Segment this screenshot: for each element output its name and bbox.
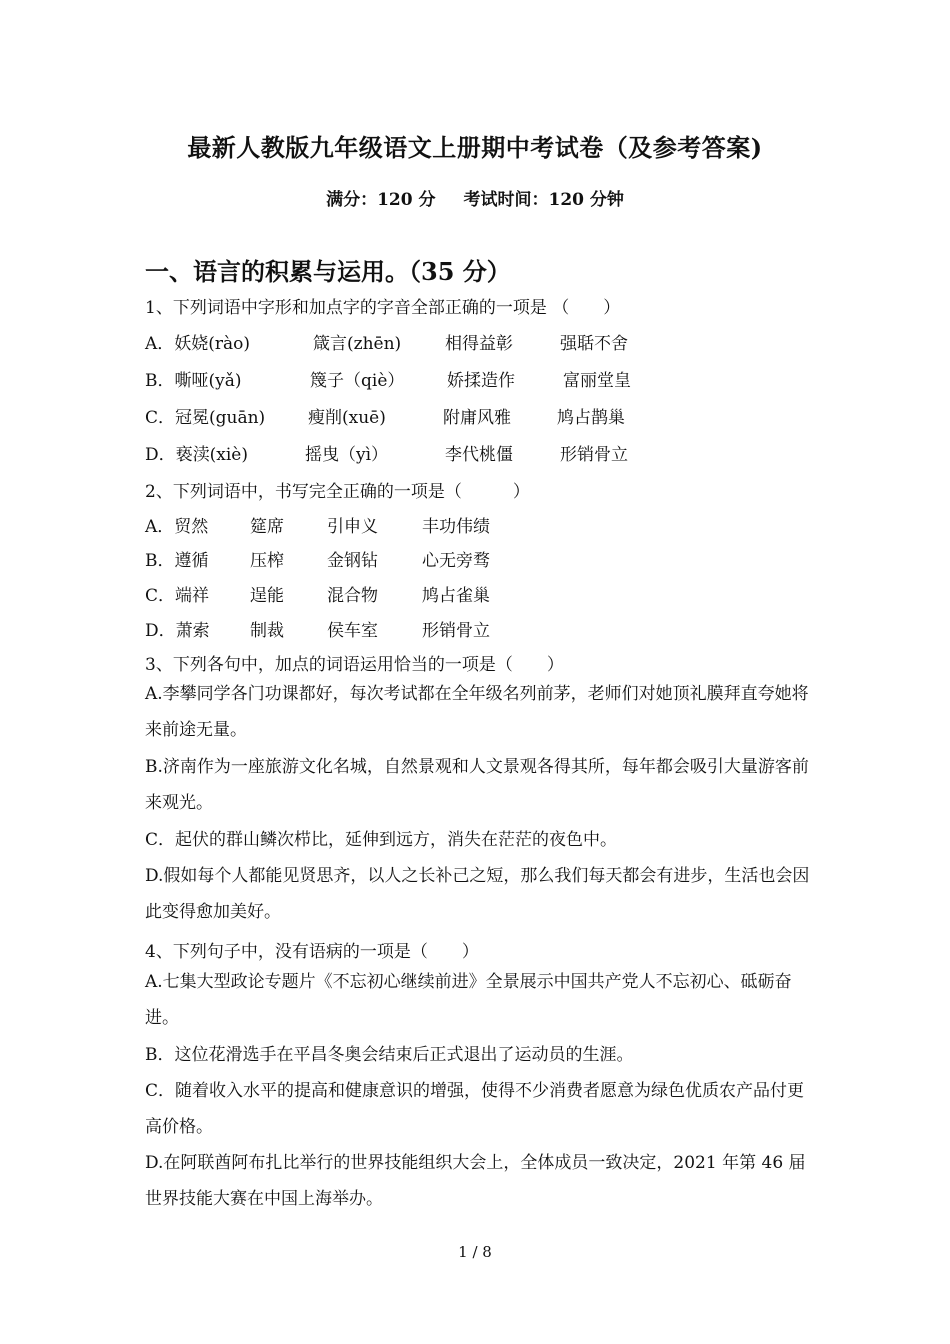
q1-b-word-4: 富丽堂皇	[563, 371, 631, 391]
exam-subtitle	[0, 185, 950, 210]
q1-d-word-1: D．亵渎(xiè)	[145, 445, 248, 465]
q2-b-word-1: B．遵循	[145, 551, 209, 571]
q2-b-word-3: 金钢钻	[327, 551, 378, 571]
q2-d-word-4: 形销骨立	[422, 621, 490, 641]
q3-option-c: C．起伏的群山鳞次栉比，延伸到远方，消失在茫茫的夜色中。	[145, 830, 618, 850]
q2-c-word-4: 鸠占雀巢	[422, 586, 490, 606]
q2-a-word-4: 丰功伟绩	[422, 517, 490, 537]
q3-option-b: B.济南作为一座旅游文化名城，自然景观和人文景观各得其所，每年都会吸引大量游客前来观光。	[145, 757, 809, 813]
question-2-stem: 2、下列词语中，书写完全正确的一项是（ ）	[145, 482, 530, 502]
q4-option-b: B．这位花滑选手在平昌冬奥会结束后正式退出了运动员的生涯。	[145, 1045, 634, 1065]
exam-time: 考试时间：120 分钟	[463, 190, 624, 210]
q2-b-word-4: 心无旁骛	[422, 551, 490, 571]
q1-a-word-3: 相得益彰	[445, 334, 513, 354]
q2-c-word-1: C．端祥	[145, 586, 210, 606]
question-1-stem: 1、下列词语中字形和加点字的字音全部正确的一项是 （ ）	[145, 298, 621, 318]
q2-c-word-3: 混合物	[327, 586, 378, 606]
q1-d-word-2: 摇曳（yì）	[305, 445, 389, 465]
q4-option-a: A.七集大型政论专题片《不忘初心继续前进》全景展示中国共产党人不忘初心、砥砺奋进。	[145, 972, 792, 1028]
q1-b-word-3: 娇揉造作	[447, 371, 515, 391]
q2-a-word-3: 引申义	[327, 517, 378, 537]
q1-d-word-4: 形销骨立	[560, 445, 628, 465]
q1-b-word-2: 篾子（qiè）	[310, 371, 405, 391]
q2-d-word-1: D．萧索	[145, 621, 210, 641]
q2-a-word-1: A．贸然	[145, 517, 209, 537]
q1-a-word-2: 箴言(zhēn)	[313, 334, 402, 354]
q1-a-word-1: A．妖娆(rào)	[145, 334, 251, 354]
section-heading-1: 一、语言的积累与运用。（35 分）	[145, 257, 511, 286]
q3-option-d: D.假如每个人都能见贤思齐，以人之长补己之短，那么我们每天都会有进步，生活也会因此变得愈加美好。	[145, 866, 810, 922]
q2-b-word-2: 压榨	[250, 551, 284, 571]
full-score: 满分：120 分	[326, 190, 436, 210]
question-3-stem: 3、下列各句中，加点的词语运用恰当的一项是（ ）	[145, 655, 564, 675]
q1-c-word-3: 附庸风雅	[443, 408, 511, 428]
q2-d-word-2: 制裁	[250, 621, 284, 641]
q3-option-a: A.李攀同学各门功课都好，每次考试都在全年级名列前茅，老师们对她顶礼膜拜直夸她将来前途无量。	[145, 684, 809, 740]
question-4-stem: 4、下列句子中，没有语病的一项是（ ）	[145, 942, 479, 962]
q1-c-word-2: 瘦削(xuē)	[308, 408, 386, 428]
page-number: 1 / 8	[458, 1243, 492, 1261]
q1-c-word-1: C．冠冕(guān)	[145, 408, 266, 428]
q2-a-word-2: 筵席	[250, 517, 284, 537]
exam-title: 最新人教版九年级语文上册期中考试卷（及参考答案)	[187, 133, 763, 162]
q2-d-word-3: 侯车室	[327, 621, 378, 641]
q1-b-word-1: B．嘶哑(yǎ)	[145, 371, 242, 391]
q1-d-word-3: 李代桃僵	[445, 445, 513, 465]
q4-option-d: D.在阿联酋阿布扎比举行的世界技能组织大会上，全体成员一致决定，2021 年第 46 届世界技能大赛在中国上海举办。	[145, 1153, 806, 1209]
q4-option-c: C．随着收入水平的提高和健康意识的增强，使得不少消费者愿意为绿色优质农产品付更高价格。	[145, 1081, 805, 1137]
q2-c-word-2: 逞能	[250, 586, 284, 606]
q1-c-word-4: 鸠占鹊巢	[557, 408, 625, 428]
q1-a-word-4: 强聒不舍	[560, 334, 628, 354]
